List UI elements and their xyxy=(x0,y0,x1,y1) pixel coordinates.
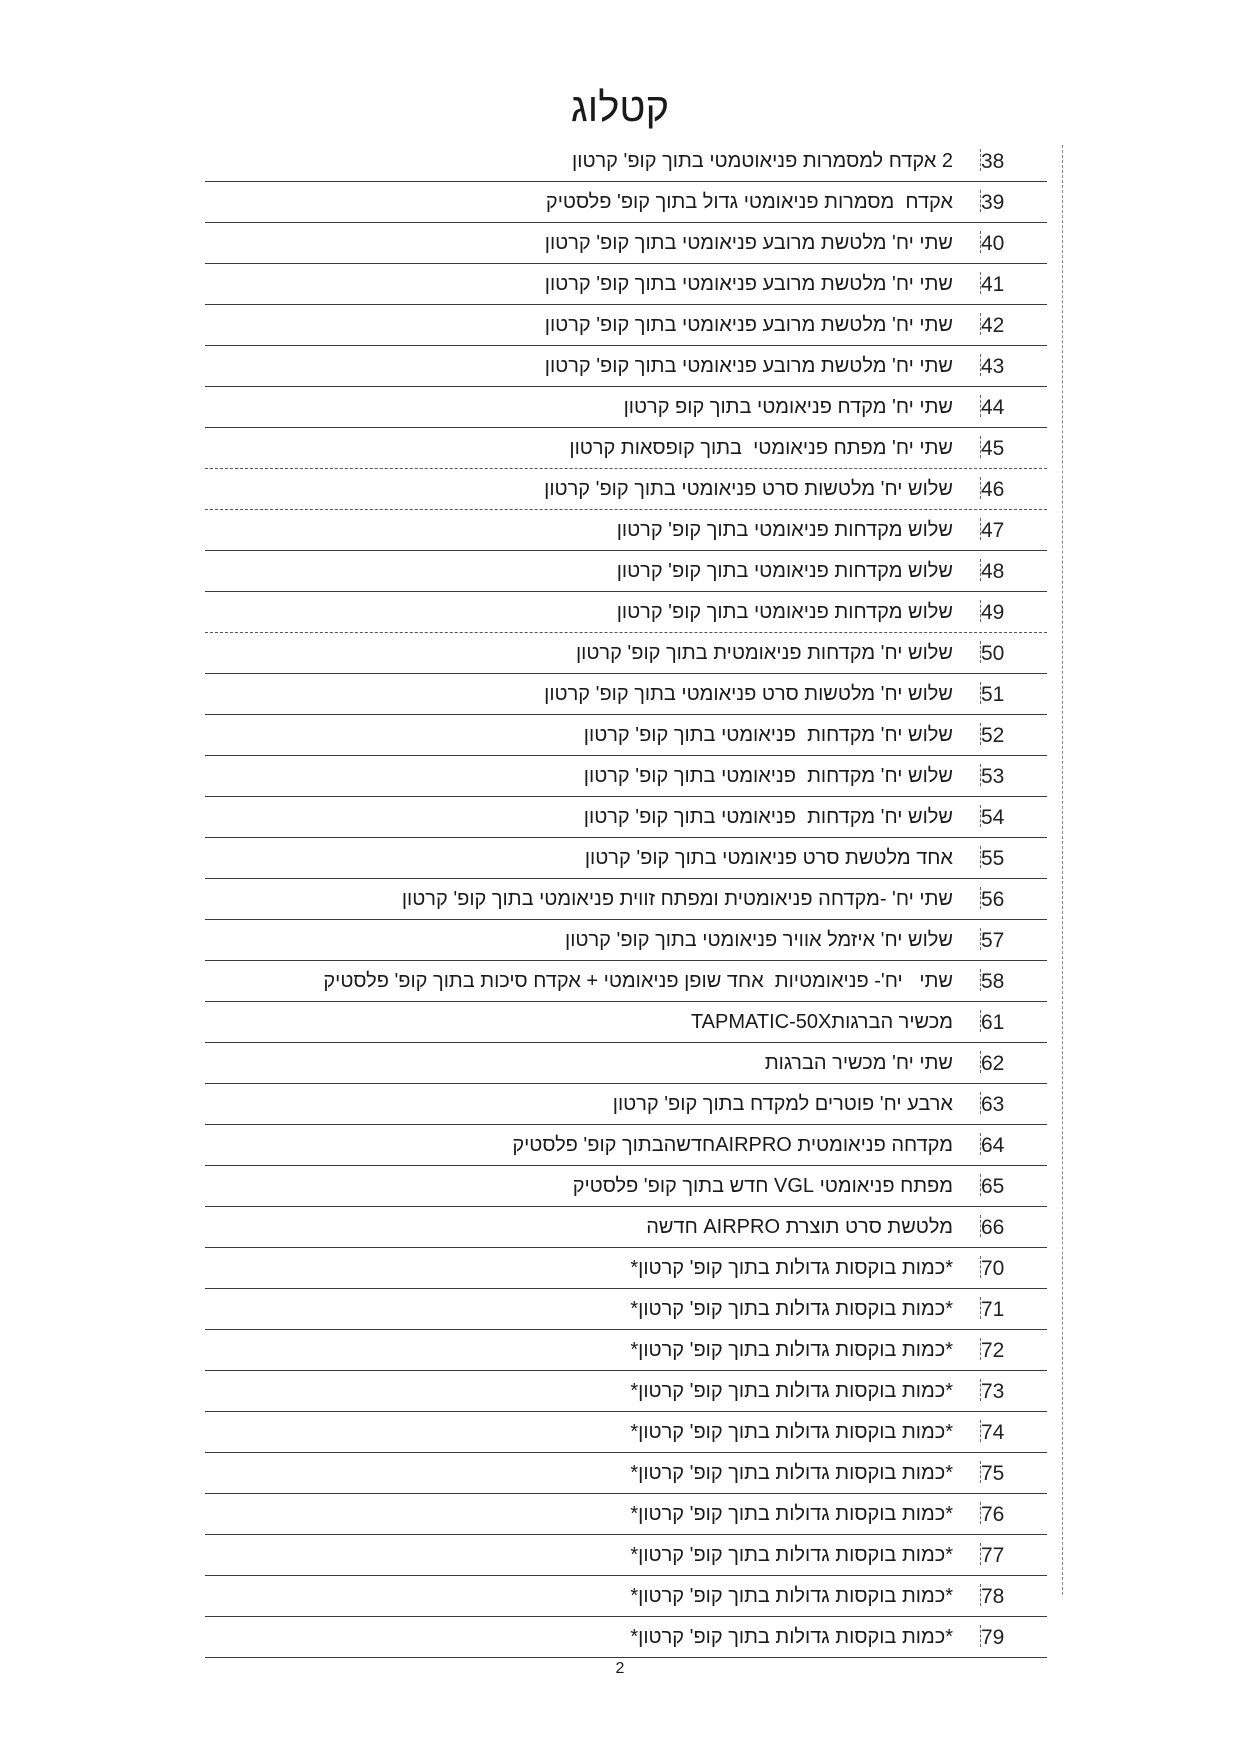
row-divider xyxy=(980,1379,981,1401)
row-number: 74 xyxy=(981,1421,1005,1444)
catalog-row xyxy=(205,1289,1047,1330)
catalog-row xyxy=(205,1330,1047,1371)
row-description: שתי יח' מפתח פניאומטי בתוך קופסאות קרטון xyxy=(569,437,953,459)
row-number: 48 xyxy=(981,560,1005,583)
row-number: 57 xyxy=(981,929,1005,952)
row-number: 50 xyxy=(981,642,1005,665)
catalog-row xyxy=(205,1617,1047,1658)
row-divider xyxy=(980,313,981,335)
page-number: 2 xyxy=(615,1660,625,1677)
catalog-row xyxy=(205,1002,1047,1043)
row-description: שתי יח' מלטשת מרובע פניאומטי בתוך קופ' קרטון xyxy=(544,273,953,295)
row-divider xyxy=(980,1584,981,1606)
row-divider xyxy=(980,354,981,376)
row-divider xyxy=(980,1133,981,1155)
row-number: 66 xyxy=(981,1216,1005,1239)
catalog-row xyxy=(205,346,1047,387)
row-description: שלוש מקדחות פניאומטי בתוך קופ' קרטון xyxy=(616,519,953,541)
page-title: קטלוג xyxy=(570,86,670,130)
row-description: *כמות בוקסות גדולות בתוך קופ' קרטון* xyxy=(630,1585,953,1607)
catalog-row xyxy=(205,961,1047,1002)
row-number: 51 xyxy=(981,683,1005,706)
row-description: שלוש מקדחות פניאומטי בתוך קופ' קרטון xyxy=(616,601,953,623)
row-divider xyxy=(980,1051,981,1073)
row-number: 41 xyxy=(981,273,1005,296)
row-number: 52 xyxy=(981,724,1005,747)
row-description: שלוש יח' מקדחות פניאומטי בתוך קופ' קרטון xyxy=(583,765,953,787)
catalog-row xyxy=(205,387,1047,428)
catalog-row xyxy=(205,879,1047,920)
row-number: 46 xyxy=(981,478,1005,501)
catalog-row xyxy=(205,592,1047,633)
row-description: שתי יח' מלטשת מרובע פניאומטי בתוך קופ' קרטון xyxy=(544,314,953,336)
row-divider xyxy=(980,1420,981,1442)
row-divider xyxy=(980,477,981,499)
row-divider xyxy=(980,723,981,745)
row-description: ארבע יח' פוטרים למקדח בתוך קופ' קרטון xyxy=(612,1093,953,1115)
row-divider xyxy=(980,887,981,909)
row-description: *כמות בוקסות גדולות בתוך קופ' קרטון* xyxy=(619,1257,953,1279)
catalog-row xyxy=(205,264,1047,305)
row-number: 62 xyxy=(981,1052,1005,1075)
row-number: 47 xyxy=(981,519,1005,542)
row-divider xyxy=(980,231,981,253)
catalog-table xyxy=(205,141,1047,1658)
catalog-row xyxy=(205,1453,1047,1494)
row-number: 39 xyxy=(981,191,1005,214)
row-divider xyxy=(980,272,981,294)
row-divider xyxy=(980,1625,981,1647)
row-number: 78 xyxy=(981,1585,1005,1608)
row-description: שלוש יח' מלטשות סרט פניאומטי בתוך קופ' קרטון xyxy=(544,683,953,705)
catalog-row xyxy=(205,1412,1047,1453)
catalog-row xyxy=(205,1576,1047,1617)
row-divider xyxy=(980,600,981,622)
catalog-row xyxy=(205,1494,1047,1535)
row-number: 38 xyxy=(981,150,1005,173)
row-divider xyxy=(980,149,981,171)
catalog-row xyxy=(205,1043,1047,1084)
row-description: *כמות בוקסות גדולות בתוך קופ' קרטון* xyxy=(630,1503,953,1525)
row-number: 44 xyxy=(981,396,1005,419)
row-number: 58 xyxy=(981,970,1005,993)
row-description: שתי יח' -מקדחה פניאומטית ומפתח זווית פניאומטי בתוך קופ' קרטון xyxy=(401,888,953,910)
row-number: 55 xyxy=(981,847,1005,870)
row-divider xyxy=(980,1338,981,1360)
row-number: 40 xyxy=(981,232,1005,255)
row-description: *כמות בוקסות גדולות בתוך קופ' קרטון* xyxy=(630,1462,953,1484)
row-number: 53 xyxy=(981,765,1005,788)
row-number: 73 xyxy=(981,1380,1005,1403)
row-description: שלוש יח' מקדחות פניאומטי בתוך קופ' קרטון xyxy=(583,724,953,746)
catalog-row xyxy=(205,920,1047,961)
row-number: 75 xyxy=(981,1462,1005,1485)
row-description: *כמות בוקסות גדולות בתוך קופ' קרטון* xyxy=(630,1339,953,1361)
row-divider xyxy=(980,1092,981,1114)
row-description: *כמות בוקסות גדולות בתוך קופ' קרטון* xyxy=(630,1544,953,1566)
row-description: שתי יח' מלטשת מרובע פניאומטי בתוך קופ' קרטון xyxy=(544,355,953,377)
catalog-row xyxy=(205,469,1047,510)
catalog-row xyxy=(205,1207,1047,1248)
row-description: שתי יח' מלטשת מרובע פניאומטי בתוך קופ' קרטון xyxy=(544,232,953,254)
row-divider xyxy=(980,1543,981,1565)
row-divider xyxy=(980,682,981,704)
catalog-row xyxy=(205,1371,1047,1412)
row-divider xyxy=(980,1174,981,1196)
row-number: 65 xyxy=(981,1175,1005,1198)
catalog-row xyxy=(205,510,1047,551)
row-number: 72 xyxy=(981,1339,1005,1362)
row-description: 2 אקדח למסמרות פניאוטמטי בתוך קופ' קרטון xyxy=(572,150,953,172)
row-number: 43 xyxy=(981,355,1005,378)
catalog-row xyxy=(205,1248,1047,1289)
row-description: שלוש מקדחות פניאומטי בתוך קופ' קרטון xyxy=(616,560,953,582)
row-divider xyxy=(980,928,981,950)
row-divider xyxy=(980,969,981,991)
row-description: מקדחה פניאומטית AIRPROחדשהבתוך קופ' פלסטיק xyxy=(512,1134,953,1156)
catalog-row xyxy=(205,428,1047,469)
catalog-row xyxy=(205,715,1047,756)
row-divider xyxy=(980,846,981,868)
row-number: 45 xyxy=(981,437,1005,460)
row-divider xyxy=(980,190,981,212)
row-divider xyxy=(980,1256,981,1278)
catalog-row xyxy=(205,551,1047,592)
row-divider xyxy=(980,518,981,540)
row-number: 42 xyxy=(981,314,1005,337)
row-number: 76 xyxy=(981,1503,1005,1526)
row-number: 79 xyxy=(981,1626,1005,1649)
row-description: שלוש יח' איזמל אוויר פניאומטי בתוך קופ' קרטון xyxy=(565,929,953,951)
row-divider xyxy=(980,559,981,581)
row-divider xyxy=(980,1297,981,1319)
row-divider xyxy=(980,805,981,827)
row-divider xyxy=(980,1215,981,1237)
catalog-row xyxy=(205,1535,1047,1576)
row-description: שתי יח' מקדח פניאומטי בתוך קופ קרטון xyxy=(623,396,953,418)
row-description: מכשיר הברגותTAPMATIC-50X xyxy=(690,1011,953,1033)
catalog-row xyxy=(205,633,1047,674)
row-divider xyxy=(980,436,981,458)
row-description: *כמות בוקסות גדולות בתוך קופ' קרטון* xyxy=(630,1298,953,1320)
row-number: 54 xyxy=(981,806,1005,829)
catalog-row xyxy=(205,838,1047,879)
row-description: שלוש יח' מלטשות סרט פניאומטי בתוך קופ' קרטון xyxy=(544,478,953,500)
row-divider xyxy=(980,395,981,417)
row-description: *כמות בוקסות גדולות בתוך קופ' קרטון* xyxy=(630,1626,953,1648)
catalog-row xyxy=(205,305,1047,346)
row-description: שתי יח' מכשיר הברגות xyxy=(764,1052,953,1074)
catalog-row xyxy=(205,674,1047,715)
catalog-row xyxy=(205,141,1047,182)
catalog-row xyxy=(205,1125,1047,1166)
catalog-row xyxy=(205,182,1047,223)
row-divider xyxy=(980,1461,981,1483)
catalog-row xyxy=(205,756,1047,797)
row-description: מפתח פניאומטי VGL חדש בתוך קופ' פלסטיק xyxy=(572,1175,953,1197)
catalog-row xyxy=(205,223,1047,264)
page-edge-marks xyxy=(1062,145,1065,1595)
row-description: *כמות בוקסות גדולות בתוך קופ' קרטון* xyxy=(630,1421,953,1443)
catalog-row xyxy=(205,1166,1047,1207)
row-number: 61 xyxy=(981,1011,1005,1034)
row-description: *כמות בוקסות גדולות בתוך קופ' קרטון* xyxy=(630,1380,953,1402)
row-number: 49 xyxy=(981,601,1005,624)
row-number: 77 xyxy=(981,1544,1005,1567)
row-divider xyxy=(980,764,981,786)
row-number: 63 xyxy=(981,1093,1005,1116)
row-description: אקדח מסמרות פניאומטי גדול בתוך קופ' פלסטיק xyxy=(545,191,953,213)
row-number: 71 xyxy=(981,1298,1005,1321)
row-divider xyxy=(980,1010,981,1032)
row-divider xyxy=(980,1502,981,1524)
row-description: אחד מלטשת סרט פניאומטי בתוך קופ' קרטון xyxy=(584,847,953,869)
row-number: 70 xyxy=(981,1257,1005,1280)
catalog-row xyxy=(205,797,1047,838)
row-description: שלוש יח' מקדחות פניאומטי בתוך קופ' קרטון xyxy=(583,806,953,828)
row-number: 64 xyxy=(981,1134,1005,1157)
row-number: 56 xyxy=(981,888,1005,911)
row-description: שלוש יח' מקדחות פניאומטית בתוך קופ' קרטון xyxy=(575,642,953,664)
row-divider xyxy=(980,641,981,663)
catalog-row xyxy=(205,1084,1047,1125)
row-description: שתי יח'- פניאומטיות אחד שופן פניאומטי + אקדח סיכות בתוך קופ' פלסטיק xyxy=(323,970,953,992)
row-description: מלטשת סרט תוצרת AIRPRO חדשה xyxy=(646,1216,953,1238)
